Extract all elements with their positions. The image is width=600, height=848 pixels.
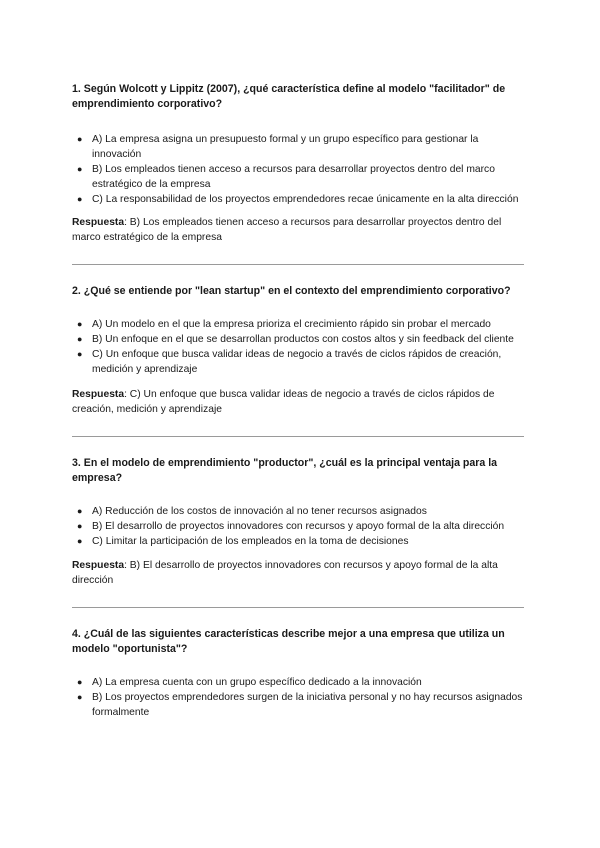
question-block-3 [72, 456, 528, 588]
option-text: B) Los empleados tienen acceso a recursos para desarrollar proyectos dentro del marco estratégico de la empresa [92, 164, 495, 190]
option-text: C) Limitar la participación de los empleados en la toma de decisiones [92, 536, 409, 547]
question-2-title: 2. ¿Qué se entiende por "lean startup" en el contexto del emprendimiento corporativo? [72, 285, 511, 297]
question-3-option-a [72, 504, 528, 519]
bullet-icon: ● [77, 521, 83, 531]
question-4-option-b [72, 690, 528, 720]
bullet-icon: ● [77, 194, 83, 204]
option-text: B) El desarrollo de proyectos innovadores con recursos y apoyo formal de la alta dirección [92, 521, 505, 532]
option-text: C) Un enfoque que busca validar ideas de negocio a través de ciclos rápidos de creación, medición y aprendizaje [92, 349, 502, 375]
section-divider [72, 264, 524, 265]
question-3-answer [72, 558, 528, 588]
bullet-icon: ● [77, 536, 83, 546]
option-text: A) La empresa asigna un presupuesto formal y un grupo específico para gestionar la innovación [92, 134, 479, 160]
question-1-title: 1. Según Wolcott y Lippitz (2007), ¿qué característica define al modelo "facilitador" de emprendimiento corporativo? [72, 83, 506, 110]
section-divider [72, 607, 524, 608]
question-3-option-c [72, 534, 528, 549]
question-1-answer [72, 215, 528, 245]
option-text: A) La empresa cuenta con un grupo específico dedicado a la innovación [92, 677, 422, 688]
bullet-icon: ● [77, 164, 83, 174]
bullet-icon: ● [77, 134, 83, 144]
answer-label: Respuesta [72, 389, 125, 400]
answer-label: Respuesta [72, 217, 125, 228]
answer-text: : B) El desarrollo de proyectos innovadores con recursos y apoyo formal de la alta dirección [72, 560, 498, 586]
question-2-answer [72, 387, 528, 417]
bullet-icon: ● [77, 334, 83, 344]
bullet-icon: ● [77, 677, 83, 687]
question-2-option-a [72, 317, 528, 332]
option-text: C) La responsabilidad de los proyectos emprendedores recae únicamente en la alta dirección [92, 194, 519, 205]
option-text: A) Un modelo en el que la empresa prioriza el crecimiento rápido sin probar el mercado [92, 319, 491, 330]
bullet-icon: ● [77, 349, 83, 359]
bullet-icon: ● [77, 692, 83, 702]
option-text: B) Los proyectos emprendedores surgen de la iniciativa personal y no hay recursos asignados formalmente [92, 692, 523, 718]
bullet-icon: ● [77, 506, 83, 516]
question-3-title: 3. En el modelo de emprendimiento "productor", ¿cuál es la principal ventaja para la empresa? [72, 457, 498, 484]
answer-text: : C) Un enfoque que busca validar ideas de negocio a través de ciclos rápidos de creación, medición y aprendizaje [72, 389, 495, 415]
question-4-options [72, 675, 528, 720]
question-1-options [72, 132, 528, 207]
answer-label: Respuesta [72, 560, 125, 571]
option-text: A) Reducción de los costos de innovación al no tener recursos asignados [92, 506, 427, 517]
question-block-2 [72, 284, 528, 417]
document-content [72, 82, 528, 720]
question-2-option-b [72, 332, 528, 347]
question-block-1 [72, 82, 528, 245]
question-1-option-a [72, 132, 528, 162]
option-text: B) Un enfoque en el que se desarrollan productos con costos altos y sin feedback del cliente [92, 334, 514, 345]
question-1-option-b [72, 162, 528, 192]
question-block-4 [72, 627, 528, 720]
question-4-option-a [72, 675, 528, 690]
question-3-options [72, 504, 528, 549]
question-2-options [72, 317, 528, 377]
question-3-option-b [72, 519, 528, 534]
question-4-title: 4. ¿Cuál de las siguientes características describe mejor a una empresa que utiliza un modelo "oportunista"? [72, 628, 505, 655]
answer-text: : B) Los empleados tienen acceso a recursos para desarrollar proyectos dentro del marco estratégico de la empresa [72, 217, 502, 243]
question-2-option-c [72, 347, 528, 377]
bullet-icon: ● [77, 319, 83, 329]
question-1-option-c [72, 192, 528, 207]
section-divider [72, 436, 524, 437]
